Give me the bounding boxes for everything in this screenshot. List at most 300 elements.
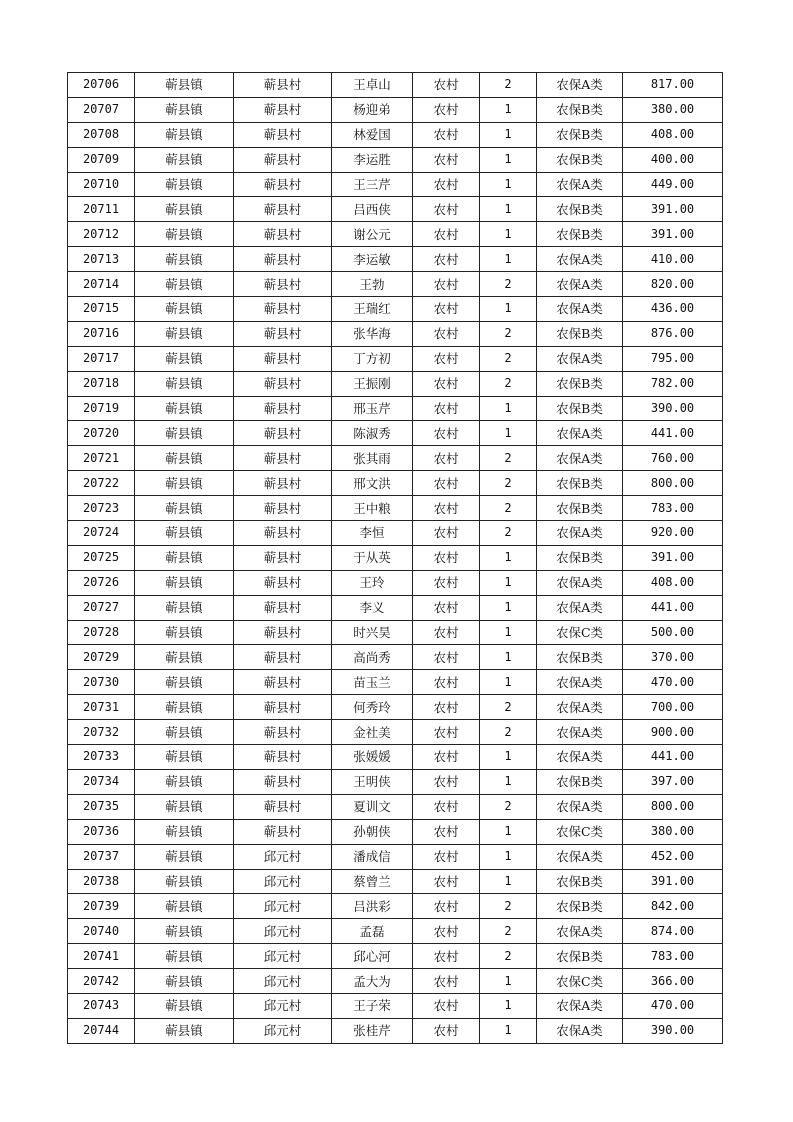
amount-cell: 441.00 bbox=[623, 421, 723, 446]
table-row bbox=[68, 570, 723, 595]
table-row bbox=[68, 819, 723, 844]
table-row bbox=[68, 844, 723, 869]
insurance-category-cell: 农保A类 bbox=[537, 521, 623, 546]
table-row bbox=[68, 321, 723, 346]
table-row bbox=[68, 147, 723, 172]
person-name-cell: 王子荣 bbox=[332, 993, 413, 1018]
town-cell: 蕲县镇 bbox=[135, 844, 234, 869]
amount-cell: 410.00 bbox=[623, 247, 723, 272]
amount-cell: 390.00 bbox=[623, 396, 723, 421]
village-cell: 邱元村 bbox=[234, 993, 332, 1018]
record-id-cell: 20743 bbox=[68, 993, 135, 1018]
household-type-cell: 农村 bbox=[413, 197, 480, 222]
household-type-cell: 农村 bbox=[413, 471, 480, 496]
town-cell: 蕲县镇 bbox=[135, 73, 234, 98]
village-cell: 蕲县村 bbox=[234, 172, 332, 197]
town-cell: 蕲县镇 bbox=[135, 769, 234, 794]
member-count-cell: 2 bbox=[480, 720, 537, 745]
member-count-cell: 1 bbox=[480, 172, 537, 197]
insurance-category-cell: 农保B类 bbox=[537, 197, 623, 222]
member-count-cell: 1 bbox=[480, 1018, 537, 1043]
member-count-cell: 1 bbox=[480, 545, 537, 570]
town-cell: 蕲县镇 bbox=[135, 545, 234, 570]
village-cell: 邱元村 bbox=[234, 919, 332, 944]
member-count-cell: 2 bbox=[480, 695, 537, 720]
record-id-cell: 20721 bbox=[68, 446, 135, 471]
village-cell: 蕲县村 bbox=[234, 247, 332, 272]
town-cell: 蕲县镇 bbox=[135, 919, 234, 944]
insurance-category-cell: 农保B类 bbox=[537, 122, 623, 147]
town-cell: 蕲县镇 bbox=[135, 794, 234, 819]
table-row bbox=[68, 969, 723, 994]
person-name-cell: 陈淑秀 bbox=[332, 421, 413, 446]
household-type-cell: 农村 bbox=[413, 1018, 480, 1043]
record-id-cell: 20706 bbox=[68, 73, 135, 98]
record-id-cell: 20738 bbox=[68, 869, 135, 894]
amount-cell: 441.00 bbox=[623, 745, 723, 770]
table-row bbox=[68, 695, 723, 720]
town-cell: 蕲县镇 bbox=[135, 471, 234, 496]
person-name-cell: 蔡曾兰 bbox=[332, 869, 413, 894]
village-cell: 蕲县村 bbox=[234, 570, 332, 595]
town-cell: 蕲县镇 bbox=[135, 645, 234, 670]
village-cell: 蕲县村 bbox=[234, 122, 332, 147]
insurance-category-cell: 农保C类 bbox=[537, 620, 623, 645]
insurance-category-cell: 农保B类 bbox=[537, 222, 623, 247]
town-cell: 蕲县镇 bbox=[135, 97, 234, 122]
insurance-category-cell: 农保A类 bbox=[537, 670, 623, 695]
town-cell: 蕲县镇 bbox=[135, 993, 234, 1018]
amount-cell: 783.00 bbox=[623, 496, 723, 521]
town-cell: 蕲县镇 bbox=[135, 346, 234, 371]
household-type-cell: 农村 bbox=[413, 670, 480, 695]
person-name-cell: 王振刚 bbox=[332, 371, 413, 396]
person-name-cell: 何秀玲 bbox=[332, 695, 413, 720]
table-row bbox=[68, 496, 723, 521]
amount-cell: 800.00 bbox=[623, 471, 723, 496]
insurance-category-cell: 农保C类 bbox=[537, 819, 623, 844]
household-type-cell: 农村 bbox=[413, 570, 480, 595]
person-name-cell: 李义 bbox=[332, 595, 413, 620]
member-count-cell: 1 bbox=[480, 147, 537, 172]
household-type-cell: 农村 bbox=[413, 869, 480, 894]
person-name-cell: 夏训文 bbox=[332, 794, 413, 819]
town-cell: 蕲县镇 bbox=[135, 720, 234, 745]
household-type-cell: 农村 bbox=[413, 346, 480, 371]
village-cell: 蕲县村 bbox=[234, 371, 332, 396]
member-count-cell: 2 bbox=[480, 346, 537, 371]
household-type-cell: 农村 bbox=[413, 745, 480, 770]
household-type-cell: 农村 bbox=[413, 247, 480, 272]
town-cell: 蕲县镇 bbox=[135, 570, 234, 595]
insurance-category-cell: 农保B类 bbox=[537, 869, 623, 894]
person-name-cell: 张桂芹 bbox=[332, 1018, 413, 1043]
amount-cell: 391.00 bbox=[623, 869, 723, 894]
record-id-cell: 20720 bbox=[68, 421, 135, 446]
person-name-cell: 林爱国 bbox=[332, 122, 413, 147]
town-cell: 蕲县镇 bbox=[135, 745, 234, 770]
town-cell: 蕲县镇 bbox=[135, 944, 234, 969]
record-id-cell: 20732 bbox=[68, 720, 135, 745]
insurance-category-cell: 农保C类 bbox=[537, 969, 623, 994]
table-row bbox=[68, 720, 723, 745]
table-row bbox=[68, 371, 723, 396]
insurance-category-cell: 农保A类 bbox=[537, 346, 623, 371]
table-row bbox=[68, 869, 723, 894]
amount-cell: 470.00 bbox=[623, 993, 723, 1018]
amount-cell: 782.00 bbox=[623, 371, 723, 396]
insurance-category-cell: 农保A类 bbox=[537, 794, 623, 819]
record-id-cell: 20727 bbox=[68, 595, 135, 620]
table-row bbox=[68, 521, 723, 546]
household-type-cell: 农村 bbox=[413, 222, 480, 247]
person-name-cell: 王勃 bbox=[332, 272, 413, 297]
household-type-cell: 农村 bbox=[413, 993, 480, 1018]
amount-cell: 874.00 bbox=[623, 919, 723, 944]
record-id-cell: 20717 bbox=[68, 346, 135, 371]
village-cell: 蕲县村 bbox=[234, 421, 332, 446]
member-count-cell: 2 bbox=[480, 944, 537, 969]
amount-cell: 408.00 bbox=[623, 122, 723, 147]
table-row bbox=[68, 222, 723, 247]
record-id-cell: 20708 bbox=[68, 122, 135, 147]
table-row bbox=[68, 919, 723, 944]
table-row bbox=[68, 346, 723, 371]
amount-cell: 391.00 bbox=[623, 197, 723, 222]
household-type-cell: 农村 bbox=[413, 297, 480, 322]
table-row bbox=[68, 197, 723, 222]
person-name-cell: 孟磊 bbox=[332, 919, 413, 944]
insurance-category-cell: 农保B类 bbox=[537, 496, 623, 521]
town-cell: 蕲县镇 bbox=[135, 396, 234, 421]
record-id-cell: 20731 bbox=[68, 695, 135, 720]
village-cell: 蕲县村 bbox=[234, 73, 332, 98]
person-name-cell: 邢文洪 bbox=[332, 471, 413, 496]
record-id-cell: 20737 bbox=[68, 844, 135, 869]
member-count-cell: 1 bbox=[480, 745, 537, 770]
household-type-cell: 农村 bbox=[413, 446, 480, 471]
person-name-cell: 邢玉芹 bbox=[332, 396, 413, 421]
village-cell: 蕲县村 bbox=[234, 670, 332, 695]
household-type-cell: 农村 bbox=[413, 794, 480, 819]
household-type-cell: 农村 bbox=[413, 844, 480, 869]
record-id-cell: 20734 bbox=[68, 769, 135, 794]
town-cell: 蕲县镇 bbox=[135, 969, 234, 994]
insurance-category-cell: 农保B类 bbox=[537, 545, 623, 570]
record-id-cell: 20744 bbox=[68, 1018, 135, 1043]
town-cell: 蕲县镇 bbox=[135, 421, 234, 446]
record-id-cell: 20715 bbox=[68, 297, 135, 322]
person-name-cell: 王中粮 bbox=[332, 496, 413, 521]
table-row bbox=[68, 769, 723, 794]
record-id-cell: 20730 bbox=[68, 670, 135, 695]
member-count-cell: 1 bbox=[480, 421, 537, 446]
record-id-cell: 20719 bbox=[68, 396, 135, 421]
town-cell: 蕲县镇 bbox=[135, 496, 234, 521]
table-row bbox=[68, 1018, 723, 1043]
member-count-cell: 1 bbox=[480, 844, 537, 869]
record-id-cell: 20709 bbox=[68, 147, 135, 172]
table-row bbox=[68, 297, 723, 322]
household-type-cell: 农村 bbox=[413, 944, 480, 969]
person-name-cell: 孙朝侠 bbox=[332, 819, 413, 844]
member-count-cell: 1 bbox=[480, 297, 537, 322]
record-id-cell: 20718 bbox=[68, 371, 135, 396]
insurance-category-cell: 农保A类 bbox=[537, 421, 623, 446]
insurance-category-cell: 农保A类 bbox=[537, 73, 623, 98]
person-name-cell: 杨迎弟 bbox=[332, 97, 413, 122]
village-cell: 蕲县村 bbox=[234, 346, 332, 371]
record-id-cell: 20711 bbox=[68, 197, 135, 222]
household-type-cell: 农村 bbox=[413, 371, 480, 396]
insurance-category-cell: 农保B类 bbox=[537, 944, 623, 969]
town-cell: 蕲县镇 bbox=[135, 297, 234, 322]
table-row bbox=[68, 396, 723, 421]
record-id-cell: 20741 bbox=[68, 944, 135, 969]
insurance-category-cell: 农保A类 bbox=[537, 720, 623, 745]
person-name-cell: 王玲 bbox=[332, 570, 413, 595]
town-cell: 蕲县镇 bbox=[135, 197, 234, 222]
town-cell: 蕲县镇 bbox=[135, 695, 234, 720]
village-cell: 蕲县村 bbox=[234, 745, 332, 770]
member-count-cell: 2 bbox=[480, 371, 537, 396]
town-cell: 蕲县镇 bbox=[135, 321, 234, 346]
member-count-cell: 2 bbox=[480, 321, 537, 346]
town-cell: 蕲县镇 bbox=[135, 670, 234, 695]
town-cell: 蕲县镇 bbox=[135, 147, 234, 172]
record-id-cell: 20739 bbox=[68, 894, 135, 919]
record-id-cell: 20724 bbox=[68, 521, 135, 546]
household-type-cell: 农村 bbox=[413, 645, 480, 670]
person-name-cell: 谢公元 bbox=[332, 222, 413, 247]
member-count-cell: 1 bbox=[480, 869, 537, 894]
record-id-cell: 20707 bbox=[68, 97, 135, 122]
insurance-category-cell: 农保A类 bbox=[537, 745, 623, 770]
village-cell: 蕲县村 bbox=[234, 769, 332, 794]
record-id-cell: 20728 bbox=[68, 620, 135, 645]
member-count-cell: 1 bbox=[480, 645, 537, 670]
household-type-cell: 农村 bbox=[413, 894, 480, 919]
household-type-cell: 农村 bbox=[413, 620, 480, 645]
village-cell: 蕲县村 bbox=[234, 521, 332, 546]
table-row bbox=[68, 545, 723, 570]
town-cell: 蕲县镇 bbox=[135, 595, 234, 620]
village-cell: 蕲县村 bbox=[234, 595, 332, 620]
record-id-cell: 20713 bbox=[68, 247, 135, 272]
member-count-cell: 1 bbox=[480, 396, 537, 421]
records-table bbox=[67, 72, 723, 1044]
insurance-category-cell: 农保A类 bbox=[537, 297, 623, 322]
amount-cell: 391.00 bbox=[623, 545, 723, 570]
person-name-cell: 高尚秀 bbox=[332, 645, 413, 670]
amount-cell: 876.00 bbox=[623, 321, 723, 346]
record-id-cell: 20723 bbox=[68, 496, 135, 521]
village-cell: 蕲县村 bbox=[234, 297, 332, 322]
village-cell: 蕲县村 bbox=[234, 321, 332, 346]
member-count-cell: 1 bbox=[480, 222, 537, 247]
member-count-cell: 1 bbox=[480, 595, 537, 620]
amount-cell: 391.00 bbox=[623, 222, 723, 247]
member-count-cell: 1 bbox=[480, 197, 537, 222]
insurance-category-cell: 农保A类 bbox=[537, 695, 623, 720]
amount-cell: 366.00 bbox=[623, 969, 723, 994]
person-name-cell: 吕洪彩 bbox=[332, 894, 413, 919]
person-name-cell: 王卓山 bbox=[332, 73, 413, 98]
village-cell: 邱元村 bbox=[234, 969, 332, 994]
insurance-category-cell: 农保A类 bbox=[537, 844, 623, 869]
amount-cell: 817.00 bbox=[623, 73, 723, 98]
amount-cell: 842.00 bbox=[623, 894, 723, 919]
amount-cell: 397.00 bbox=[623, 769, 723, 794]
village-cell: 蕲县村 bbox=[234, 545, 332, 570]
amount-cell: 436.00 bbox=[623, 297, 723, 322]
record-id-cell: 20712 bbox=[68, 222, 135, 247]
record-id-cell: 20736 bbox=[68, 819, 135, 844]
amount-cell: 783.00 bbox=[623, 944, 723, 969]
table-row bbox=[68, 993, 723, 1018]
insurance-category-cell: 农保B类 bbox=[537, 97, 623, 122]
village-cell: 蕲县村 bbox=[234, 147, 332, 172]
town-cell: 蕲县镇 bbox=[135, 446, 234, 471]
amount-cell: 441.00 bbox=[623, 595, 723, 620]
person-name-cell: 苗玉兰 bbox=[332, 670, 413, 695]
amount-cell: 380.00 bbox=[623, 97, 723, 122]
household-type-cell: 农村 bbox=[413, 421, 480, 446]
member-count-cell: 1 bbox=[480, 670, 537, 695]
insurance-category-cell: 农保A类 bbox=[537, 595, 623, 620]
amount-cell: 449.00 bbox=[623, 172, 723, 197]
person-name-cell: 潘成信 bbox=[332, 844, 413, 869]
member-count-cell: 1 bbox=[480, 969, 537, 994]
village-cell: 蕲县村 bbox=[234, 197, 332, 222]
household-type-cell: 农村 bbox=[413, 321, 480, 346]
table-row bbox=[68, 670, 723, 695]
record-id-cell: 20729 bbox=[68, 645, 135, 670]
insurance-category-cell: 农保B类 bbox=[537, 321, 623, 346]
amount-cell: 700.00 bbox=[623, 695, 723, 720]
village-cell: 蕲县村 bbox=[234, 794, 332, 819]
village-cell: 邱元村 bbox=[234, 1018, 332, 1043]
town-cell: 蕲县镇 bbox=[135, 272, 234, 297]
table-row bbox=[68, 471, 723, 496]
town-cell: 蕲县镇 bbox=[135, 894, 234, 919]
household-type-cell: 农村 bbox=[413, 496, 480, 521]
member-count-cell: 2 bbox=[480, 272, 537, 297]
town-cell: 蕲县镇 bbox=[135, 819, 234, 844]
record-id-cell: 20722 bbox=[68, 471, 135, 496]
person-name-cell: 李运敏 bbox=[332, 247, 413, 272]
household-type-cell: 农村 bbox=[413, 769, 480, 794]
insurance-category-cell: 农保B类 bbox=[537, 894, 623, 919]
person-name-cell: 李恒 bbox=[332, 521, 413, 546]
insurance-category-cell: 农保A类 bbox=[537, 446, 623, 471]
insurance-category-cell: 农保A类 bbox=[537, 247, 623, 272]
amount-cell: 408.00 bbox=[623, 570, 723, 595]
household-type-cell: 农村 bbox=[413, 172, 480, 197]
household-type-cell: 农村 bbox=[413, 720, 480, 745]
person-name-cell: 王明侠 bbox=[332, 769, 413, 794]
household-type-cell: 农村 bbox=[413, 695, 480, 720]
town-cell: 蕲县镇 bbox=[135, 247, 234, 272]
table-row bbox=[68, 745, 723, 770]
table-row bbox=[68, 595, 723, 620]
village-cell: 蕲县村 bbox=[234, 272, 332, 297]
person-name-cell: 丁方初 bbox=[332, 346, 413, 371]
member-count-cell: 1 bbox=[480, 247, 537, 272]
household-type-cell: 农村 bbox=[413, 97, 480, 122]
table-row bbox=[68, 172, 723, 197]
village-cell: 蕲县村 bbox=[234, 645, 332, 670]
table-row bbox=[68, 794, 723, 819]
amount-cell: 820.00 bbox=[623, 272, 723, 297]
record-id-cell: 20740 bbox=[68, 919, 135, 944]
town-cell: 蕲县镇 bbox=[135, 521, 234, 546]
amount-cell: 400.00 bbox=[623, 147, 723, 172]
village-cell: 蕲县村 bbox=[234, 446, 332, 471]
household-type-cell: 农村 bbox=[413, 521, 480, 546]
table-row bbox=[68, 645, 723, 670]
household-type-cell: 农村 bbox=[413, 819, 480, 844]
insurance-category-cell: 农保A类 bbox=[537, 919, 623, 944]
village-cell: 蕲县村 bbox=[234, 396, 332, 421]
village-cell: 蕲县村 bbox=[234, 819, 332, 844]
insurance-category-cell: 农保B类 bbox=[537, 396, 623, 421]
insurance-category-cell: 农保B类 bbox=[537, 147, 623, 172]
record-id-cell: 20714 bbox=[68, 272, 135, 297]
member-count-cell: 1 bbox=[480, 122, 537, 147]
table-row bbox=[68, 421, 723, 446]
member-count-cell: 2 bbox=[480, 919, 537, 944]
household-type-cell: 农村 bbox=[413, 272, 480, 297]
person-name-cell: 张华海 bbox=[332, 321, 413, 346]
household-type-cell: 农村 bbox=[413, 396, 480, 421]
amount-cell: 800.00 bbox=[623, 794, 723, 819]
household-type-cell: 农村 bbox=[413, 122, 480, 147]
record-id-cell: 20733 bbox=[68, 745, 135, 770]
household-type-cell: 农村 bbox=[413, 919, 480, 944]
record-id-cell: 20710 bbox=[68, 172, 135, 197]
table-row bbox=[68, 97, 723, 122]
member-count-cell: 2 bbox=[480, 794, 537, 819]
insurance-category-cell: 农保A类 bbox=[537, 993, 623, 1018]
member-count-cell: 2 bbox=[480, 471, 537, 496]
table-row bbox=[68, 122, 723, 147]
record-id-cell: 20742 bbox=[68, 969, 135, 994]
person-name-cell: 王三芹 bbox=[332, 172, 413, 197]
amount-cell: 500.00 bbox=[623, 620, 723, 645]
village-cell: 蕲县村 bbox=[234, 222, 332, 247]
household-type-cell: 农村 bbox=[413, 73, 480, 98]
person-name-cell: 张其雨 bbox=[332, 446, 413, 471]
village-cell: 邱元村 bbox=[234, 844, 332, 869]
village-cell: 蕲县村 bbox=[234, 97, 332, 122]
town-cell: 蕲县镇 bbox=[135, 371, 234, 396]
amount-cell: 900.00 bbox=[623, 720, 723, 745]
insurance-category-cell: 农保B类 bbox=[537, 371, 623, 396]
member-count-cell: 1 bbox=[480, 993, 537, 1018]
insurance-category-cell: 农保B类 bbox=[537, 645, 623, 670]
village-cell: 蕲县村 bbox=[234, 720, 332, 745]
village-cell: 邱元村 bbox=[234, 894, 332, 919]
amount-cell: 470.00 bbox=[623, 670, 723, 695]
member-count-cell: 2 bbox=[480, 894, 537, 919]
town-cell: 蕲县镇 bbox=[135, 222, 234, 247]
town-cell: 蕲县镇 bbox=[135, 1018, 234, 1043]
insurance-category-cell: 农保B类 bbox=[537, 471, 623, 496]
village-cell: 邱元村 bbox=[234, 944, 332, 969]
insurance-category-cell: 农保B类 bbox=[537, 769, 623, 794]
record-id-cell: 20726 bbox=[68, 570, 135, 595]
